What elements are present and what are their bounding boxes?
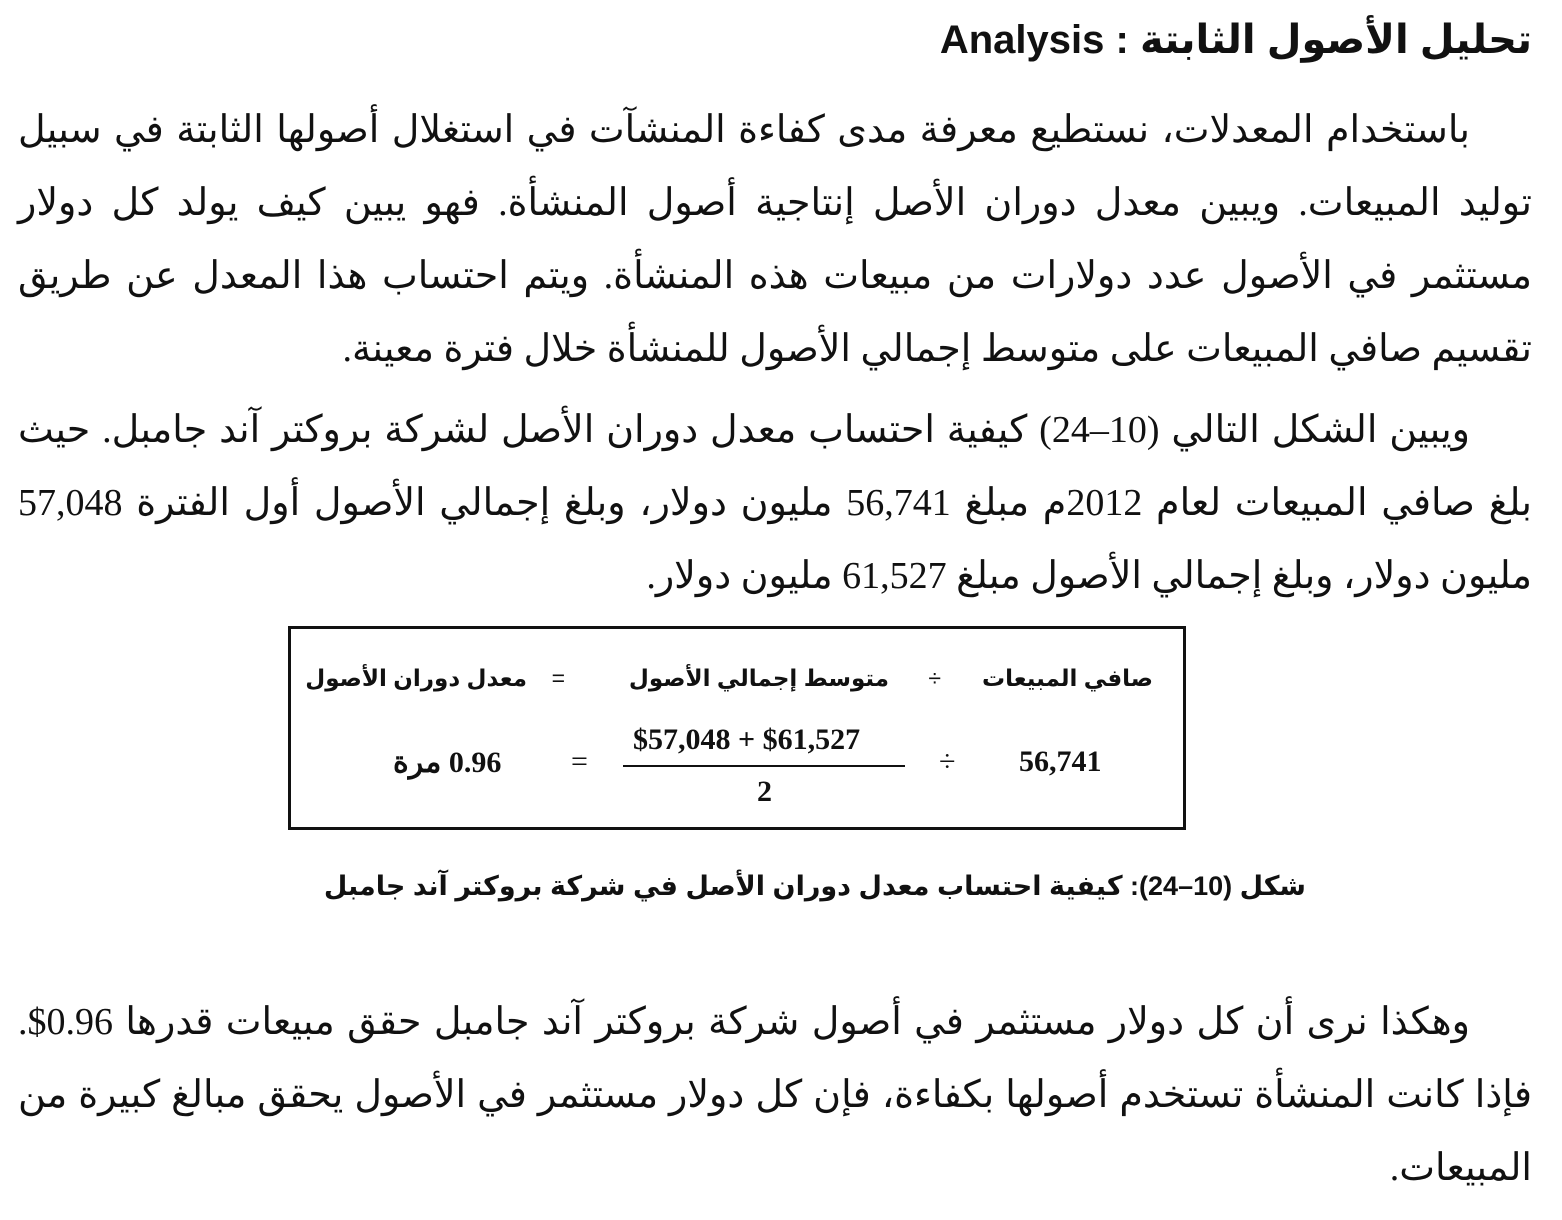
formula-result: 0.96 مرة [393,746,502,779]
paragraph-conclusion: وهكذا نرى أن كل دولار مستثمر في أصول شركة بروكتر آند جامبل حقق مبيعات قدرها 0.96$. فإذا كانت المنشأة تستخدم أصولها بكفاءة، فإن كل دولار مستثمر في الأصول يحقق مبالغ كبيرة من المبيعات. [18,1001,1532,1189]
formula-equals-symbol: = [551,665,565,691]
formula-equals-symbol-2: = [571,745,588,778]
formula-denominator: 2 [757,775,772,808]
paragraph-example: ويبين الشكل التالي (10–24) كيفية احتساب معدل دوران الأصل لشركة بروكتر آند جامبل. حيث بلغ صافي المبيعات لعام 2012م مبلغ 56,741 مليون دولار، وبلغ إجمالي الأصول أول الفترة 57,048 مليون دولار، وبلغ إجمالي الأصول مبلغ 61,527 مليون دولار. [18,409,1533,597]
section-heading [940,10,1532,70]
formula-avg-assets-label: متوسط إجمالي الأصول [628,665,889,691]
formula-turnover-label: معدل دوران الأصول [305,665,527,691]
formula-divide-symbol-2: ÷ [939,745,956,778]
formula-box [288,626,1186,830]
paragraph-intro: باستخدام المعدلات، نستطيع معرفة مدى كفاءة المنشآت في استغلال أصولها الثابتة في سبيل توليد المبيعات. ويبين معدل دوران الأصل إنتاجية أصول المنشأة. فهو يبين كيف يولد كل دولار مستثمر في الأصول عدد دولارات من مبيعات هذه المنشأة. ويتم احتساب هذا المعدل عن طريق تقسيم صافي المبيعات على متوسط إجمالي الأصول للمنشأة خلال فترة معينة. [18,109,1532,370]
formula-sales-label: صافي المبيعات [981,665,1153,691]
figure-caption: شكل (10–24): كيفية احتساب معدل دوران الأصل في شركة بروكتر آند جامبل [323,871,1306,901]
heading-latin: Analysis [939,18,1105,62]
formula-divide-symbol: ÷ [928,665,941,691]
fraction-bar [623,765,905,767]
formula-numerator: $57,048 + $61,527 [633,723,861,756]
formula-sales-value: 56,741 [1019,745,1102,778]
heading-arabic: تحليل الأصول الثابتة : [1115,18,1532,62]
